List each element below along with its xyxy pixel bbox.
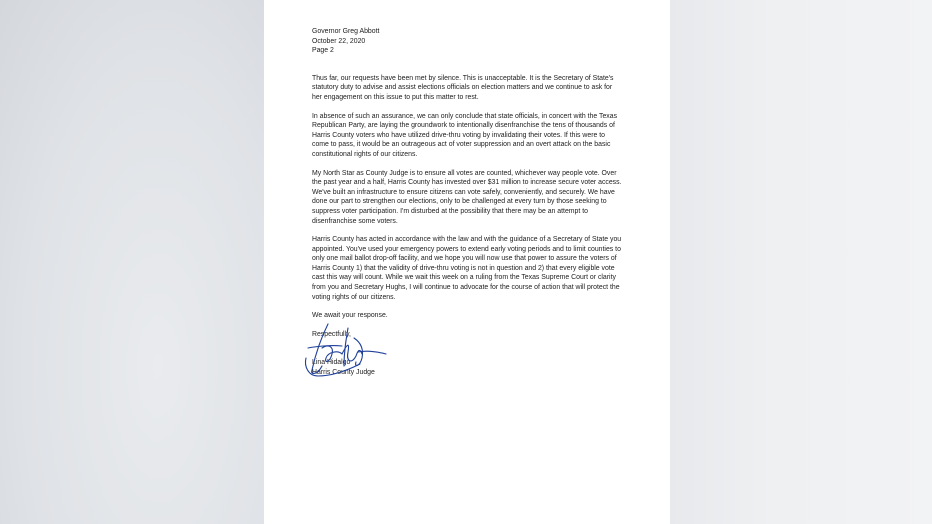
letter-body xyxy=(312,27,622,378)
signer-title: Harris County Judge xyxy=(312,369,375,377)
page-number: Page 2 xyxy=(312,47,334,55)
background-right xyxy=(670,0,932,524)
letter-date: October 22, 2020 xyxy=(312,37,366,45)
signer-name: Lina Hidalgo xyxy=(312,359,351,367)
closing: Respectfully, xyxy=(312,330,351,338)
signature-block xyxy=(312,330,622,378)
paragraph-4: Harris County has acted in accordance with the law and with the guidance of a Secretary of State you appointed. You've used your emergency powers to extend early voting periods and to limit counties to only one mail ballot drop-off facility, and we hope you will now use that power to assure the voters of Harris County 1) that the validity of drive-thru voting is not in question and 2) that every eligible vote cast this way will count. While we wait this week on a ruling from the Texas Supreme Court or clarity from you and Secretary Hughs, I will continue to advocate for the course of action that will protect the voting rights of our citizens. xyxy=(312,236,622,301)
paragraph-5: We await your response. xyxy=(312,312,388,320)
paragraph-2: In absence of such an assurance, we can only conclude that state officials, in concert with the Texas Republican Party, are laying the groundwork to intentionally disenfranchise the tens of thousands of Harris County voters who have utilized drive-thru voting by invalidating their votes. If this were to come to pass, it would be an outrageous act of voter suppression and an overt attack on the basic constitutional rights of our citizens. xyxy=(312,112,618,158)
letter-header xyxy=(312,27,622,56)
background-left xyxy=(0,0,264,524)
paragraph-3: My North Star as County Judge is to ensure all votes are counted, whichever way people vote. Over the past year and a half, Harris County has invested over $31 million to increase secure voter access. We've built an infrastructure to ensure citizens can vote safely, conveniently, and securely. We have done our part to strengthen our elections, only to be challenged at every turn by those seeking to suppress voter participation. I'm disturbed at the possibility that there may be an attempt to disenfranchise some voters. xyxy=(312,169,622,225)
letter-page xyxy=(264,0,670,524)
paragraph-1: Thus far, our requests have been met by silence. This is unacceptable. It is the Secretary of State's statutory duty to advise and assist elections officials on election matters and we continue to ask for her engagement on this issue to put this matter to rest. xyxy=(312,74,614,101)
recipient: Governor Greg Abbott xyxy=(312,28,380,35)
